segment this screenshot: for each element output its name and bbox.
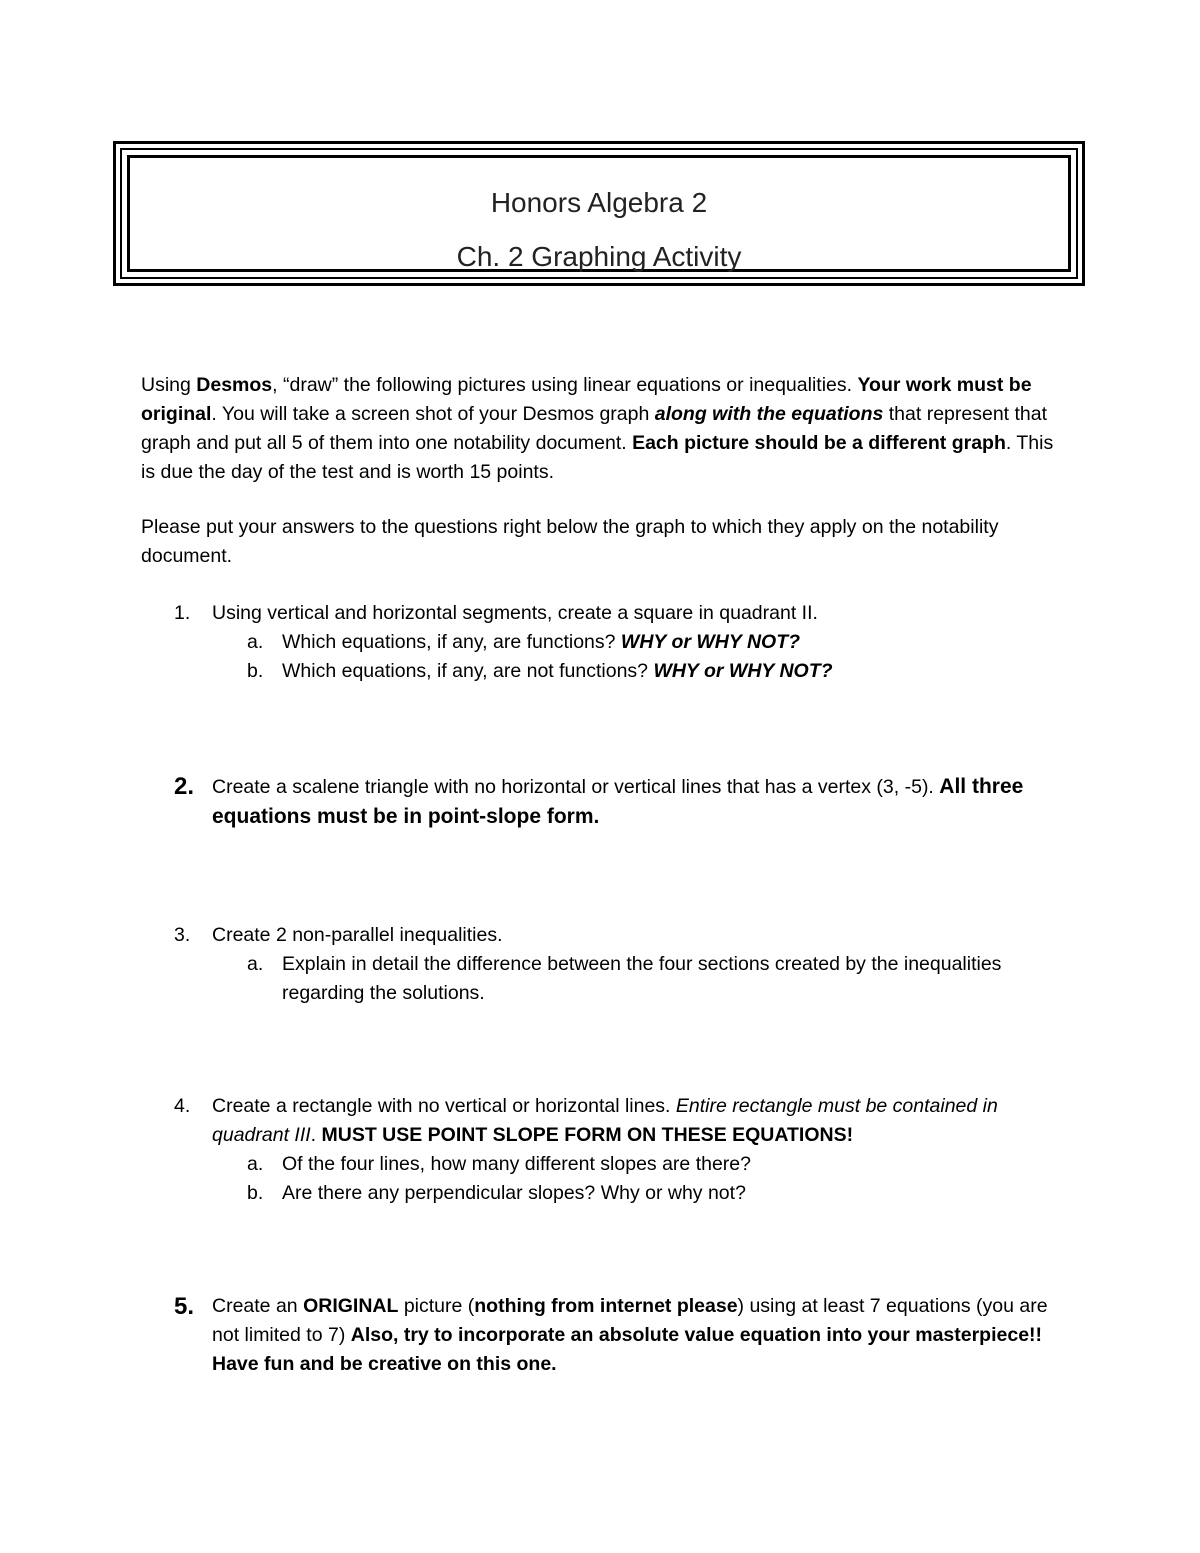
text-run: WHY or WHY NOT? (653, 660, 833, 682)
question-2 (141, 772, 1071, 832)
text-run: . You will take a screen shot of your Desmos graph (211, 403, 655, 425)
text-run: Of the four lines, how many different slopes are there? (282, 1153, 751, 1175)
text-run: . (310, 1124, 322, 1146)
sub-question-label: a. (247, 1153, 264, 1175)
sub-question-label: a. (247, 953, 264, 975)
text-run: Are there any perpendicular slopes? Why or why not? (282, 1182, 746, 1204)
text-run: Create a rectangle with no vertical or horizontal lines. (212, 1095, 676, 1117)
text-run: Your work must be original (141, 374, 1032, 425)
question-text (212, 599, 1071, 628)
text-run: along with the equations (654, 403, 884, 425)
text-run: ORIGINAL (303, 1295, 399, 1317)
text-run: Create an (212, 1295, 304, 1317)
sub-question-label: a. (247, 631, 264, 653)
question-1 (141, 599, 1071, 686)
question-5 (141, 1292, 1071, 1379)
text-run: Which equations, if any, are not functions? (282, 660, 654, 682)
question-number: 3. (174, 924, 191, 946)
question-number: 2. (174, 773, 195, 800)
sub-question (247, 657, 1071, 686)
question-text (212, 1092, 1071, 1150)
sub-question-label: b. (247, 660, 264, 682)
activity-title: Ch. 2 Graphing Activity (456, 241, 742, 272)
text-run: WHY or WHY NOT? (620, 631, 801, 653)
sub-question (247, 1150, 1071, 1179)
text-run: Create a scalene triangle with no horizontal or vertical lines that has a vertex (3, -5). (212, 776, 940, 798)
question-4 (141, 1092, 1071, 1208)
text-run: All three equations must be in point-slope form. (212, 775, 1024, 828)
text-run: that represent that graph and put all 5 of them into one notability document. (141, 403, 1048, 454)
text-run: Using (141, 374, 197, 396)
text-run: Explain in detail the difference between the four sections created by the inequalities regarding the solutions. (282, 953, 1002, 1004)
question-number: 5. (174, 1293, 195, 1320)
sub-question-label: b. (247, 1182, 264, 1204)
intro-paragraph (141, 371, 1071, 487)
text-run: , “draw” the following pictures using linear equations or inequalities. (272, 374, 858, 396)
title-box (113, 141, 1085, 286)
question-text (212, 921, 1071, 950)
text-run: Also, try to incorporate an absolute value equation into your masterpiece!! Have fun and be creative on this one. (212, 1324, 1043, 1375)
text-run: Entire rectangle must be contained in quadrant III (212, 1095, 998, 1146)
question-text (212, 772, 1071, 832)
sub-question-text (282, 1153, 751, 1175)
course-title: Honors Algebra 2 (490, 187, 708, 218)
instructions-paragraph: Please put your answers to the questions right below the graph to which they apply on the notability document. (141, 516, 999, 567)
question-text (212, 1292, 1071, 1379)
text-run: picture ( (398, 1295, 475, 1317)
question-number: 4. (174, 1095, 191, 1117)
text-run: MUST USE POINT SLOPE FORM ON THESE EQUATIONS! (321, 1124, 854, 1146)
sub-question-text (282, 660, 833, 682)
question-3 (141, 921, 1071, 1008)
text-run: Desmos (196, 374, 273, 396)
text-run: nothing from internet please (474, 1295, 738, 1317)
text-run: Create 2 non-parallel inequalities. (212, 924, 503, 946)
title-box-middle-border (120, 148, 1078, 279)
sub-question (247, 628, 1071, 657)
text-run: Using vertical and horizontal segments, create a square in quadrant II. (212, 602, 818, 624)
text-run: Each picture should be a different graph (632, 432, 1006, 454)
text-run: Which equations, if any, are functions? (282, 631, 621, 653)
text-run: . This is due the day of the test and is worth 15 points. (141, 432, 1054, 483)
question-number: 1. (174, 602, 191, 624)
title-box-inner (127, 155, 1071, 272)
sub-question-text (282, 631, 800, 653)
sub-question-text (282, 953, 1001, 1004)
sub-question-text (282, 1182, 746, 1204)
text-run: ) using at least 7 equations (you are not limited to 7) (212, 1295, 1048, 1346)
sub-question (247, 950, 1071, 1008)
sub-question (247, 1179, 1071, 1208)
